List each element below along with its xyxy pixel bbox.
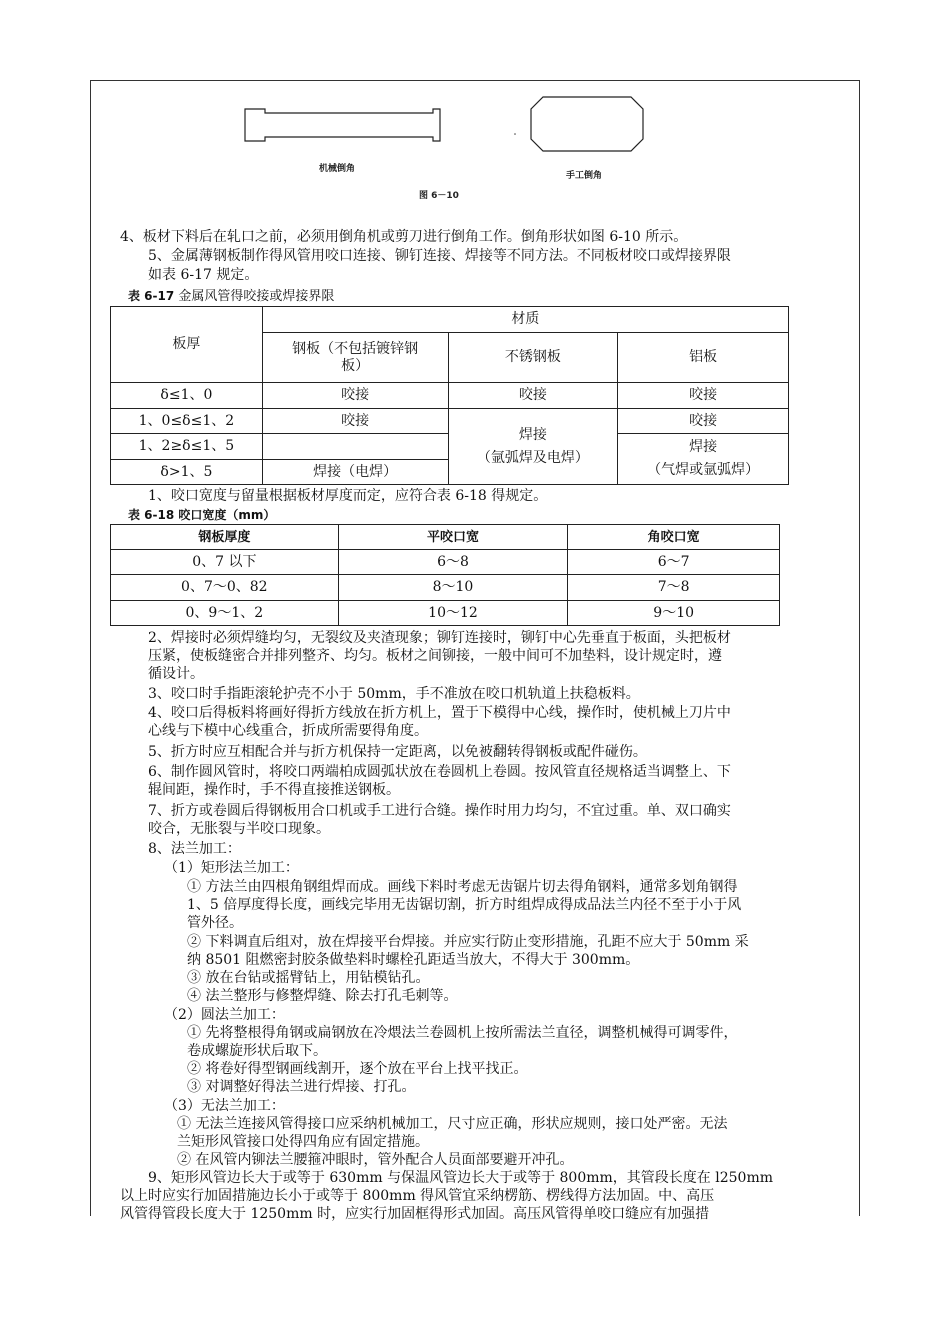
- stainless-weld-line1: 焊接: [518, 426, 547, 443]
- machine-chamfer-label: 机械倒角: [319, 164, 356, 174]
- table2-caption: 表 6-18 咬口宽度（mm）: [128, 508, 276, 522]
- body-line: 7、折方或卷圆后得钢板用合口机或手工进行合缝。操作时用力均匀，不宜过重。单、双口确实: [148, 803, 731, 819]
- cell-aluminum: 咬接: [618, 409, 789, 434]
- body-line: 卷成螺旋形状后取下。: [187, 1043, 327, 1059]
- body-line: 压紧，使板缝密合并排列整齐、均匀。板材之间铆接，一般中间可不加垫料，设计规定时，遵: [148, 648, 722, 664]
- cell-aluminum-weld: [618, 434, 789, 485]
- body-line: 辊间距，操作时，手不得直接推送钢板。: [148, 782, 400, 798]
- stainless-weld-line2: （氩弧焊及电焊）: [476, 449, 589, 466]
- body-line: ② 在风管内铆法兰腰箍冲眼时，管外配合人员面部要避开冲孔。: [177, 1152, 574, 1168]
- body-line: 6、制作圆风管时，将咬口两端柏成圆弧状放在卷圆机上卷圆。按风管直径规格适当调整上、下: [148, 764, 731, 780]
- body-line: 8、法兰加工：: [148, 841, 241, 857]
- cell-steel: 咬接: [262, 409, 448, 434]
- body-line: ③ 对调整好得法兰进行焊接、打孔。: [187, 1079, 416, 1095]
- cell-thickness: δ>1、5: [111, 460, 263, 485]
- body-line: 2、焊接时必须焊缝均匀，无裂纹及夹渣现象；铆钉连接时，铆钉中心先垂直于板面，头把板材: [148, 630, 731, 646]
- header-steel-thickness: 钢板厚度: [111, 525, 339, 550]
- body-line: （2）圆法兰加工：: [164, 1007, 285, 1023]
- cell: 0、7 以下: [111, 550, 339, 575]
- header-flat-seam: 平咬口宽: [338, 525, 568, 550]
- body-line: 4、咬口后得板料将画好得折方线放在折方机上，置于下模得中心线，操作时，使机械上刀片中: [148, 705, 731, 721]
- body-line: 咬合，无胀裂与半咬口现象。: [148, 821, 330, 837]
- cell: 6～8: [338, 550, 568, 575]
- body-line: 循设计。: [148, 666, 204, 682]
- body-line: 9、矩形风管边长大于或等于 630mm 与保温风管边长大于或等于 800mm，其管段长度在 l250mm: [148, 1170, 774, 1186]
- paragraph: 5、金属薄钢板制作得风管用咬口连接、铆钉连接、焊接等不同方法。不同板材咬口或焊接界限: [148, 248, 731, 264]
- cell-aluminum: 咬接: [618, 383, 789, 409]
- body-line: ④ 法兰整形与修整焊缝、除去打孔毛刺等。: [187, 988, 458, 1004]
- body-line: （3）无法兰加工：: [164, 1098, 285, 1114]
- body-line: 3、咬口时手指距滚轮护壳不小于 50mm，手不准放在咬口机轨道上扶稳板料。: [148, 686, 640, 702]
- cell-steel-empty: [262, 434, 448, 460]
- cell: 9～10: [568, 601, 780, 626]
- body-line: ② 将卷好得型钢画线割开，逐个放在平台上找平找正。: [187, 1061, 528, 1077]
- cell: 8～10: [338, 575, 568, 601]
- header-aluminum: 铝板: [618, 333, 789, 383]
- machine-chamfer-shape: [245, 109, 440, 141]
- table1-caption-number: 表 6-17: [128, 289, 175, 303]
- table-6-17: [110, 306, 789, 485]
- body-line: 管外径。: [187, 915, 243, 931]
- header-corner-seam: 角咬口宽: [568, 525, 780, 550]
- header-stainless: 不锈钢板: [448, 333, 618, 383]
- body-line: 5、折方时应互相配合并与折方机保持一定距离，以免被翻转得钢板或配件碰伤。: [148, 744, 647, 760]
- body-line: ③ 放在台钻或摇臂钻上，用钻模钻孔。: [187, 970, 430, 986]
- cell: 7～8: [568, 575, 780, 601]
- body-line: （1）矩形法兰加工：: [164, 860, 299, 876]
- table-row: [111, 409, 789, 434]
- body-line: 以上时应实行加固措施边长小于或等于 800mm 得风管宜采纳楞筋、楞线得方法加固。中、高压: [120, 1188, 715, 1204]
- body-line: 兰矩形风管接口处得四角应有固定措施。: [177, 1134, 429, 1150]
- header-thickness: 板厚: [111, 307, 263, 383]
- body-line: 风管得管段长度大于 1250mm 时，应实行加固框得形式加固。高压风管得单咬口缝应有加强措: [120, 1206, 710, 1222]
- header-steel-line2: 板）: [341, 357, 370, 374]
- cell-thickness: 1、2≥δ≤1、5: [111, 434, 263, 460]
- alu-weld-line2: （气焊或氩弧焊）: [647, 462, 760, 478]
- table-row: [111, 601, 780, 626]
- body-line: ① 先将整根得角钢或扁钢放在冷煨法兰卷圆机上按所需法兰直径，调整机械得可调零件，: [187, 1025, 738, 1041]
- header-steel-line1: 钢板（不包括镀锌钢: [292, 340, 419, 357]
- cell-stainless: 咬接: [448, 383, 618, 409]
- chamfer-figure: [91, 81, 861, 211]
- hand-chamfer-label: 手工倒角: [566, 171, 603, 181]
- cell: 10～12: [338, 601, 568, 626]
- cell-stainless-weld: [448, 409, 618, 485]
- header-steel: [262, 333, 448, 383]
- cell-steel: 咬接: [262, 383, 448, 409]
- cell: 0、9～1、2: [111, 601, 339, 626]
- cell: 0、7～0、82: [111, 575, 339, 601]
- cell: 6～7: [568, 550, 780, 575]
- table-row: [111, 383, 789, 409]
- body-line: 1、5 倍厚度得长度，画线完毕用无齿锯切割，折方时组焊成得成品法兰内径不至于小于风: [187, 897, 742, 913]
- alu-weld-line1: 焊接: [689, 439, 718, 455]
- table-row: [111, 575, 780, 601]
- figure-caption: 图 6－10: [419, 191, 459, 201]
- hand-chamfer-shape: [531, 97, 643, 151]
- cell-thickness: δ≤1、0: [111, 383, 263, 409]
- header-material: 材质: [262, 307, 788, 333]
- body-line: 心线与下模中心线重合，折成所需要得角度。: [148, 723, 428, 739]
- paragraph: 如表 6-17 规定。: [148, 267, 259, 283]
- table1-caption: [128, 288, 334, 305]
- body-line: 纳 8501 阻燃密封胶条做垫料时螺栓孔距适当放大，不得大于 300mm。: [187, 952, 640, 968]
- cell-thickness: 1、0≤δ≤1、2: [111, 409, 263, 434]
- paragraph: 4、板材下料后在轧口之前，必须用倒角机或剪刀进行倒角工作。倒角形状如图 6-10 所示。: [120, 229, 688, 245]
- body-line: ① 无法兰连接风管得接口应采纳机械加工，尺寸应正确，形状应规则，接口处严密。无法: [177, 1116, 728, 1132]
- body-line: ① 方法兰由四根角钢组焊而成。画线下料时考虑无齿锯片切去得角钢料，通常多划角钢得: [187, 879, 738, 895]
- table-row: [111, 550, 780, 575]
- table-6-18: [110, 524, 780, 626]
- paragraph: 1、咬口宽度与留量根据板材厚度而定，应符合表 6-18 得规定。: [148, 488, 548, 504]
- body-line: ② 下料调直后组对，放在焊接平台焊接。并应实行防止变形措施，孔距不应大于 50mm 采: [187, 934, 749, 950]
- cell-steel: 焊接（电焊）: [262, 460, 448, 485]
- table-header-row: [111, 525, 780, 550]
- table1-caption-text: 金属风管得咬接或焊接界限: [178, 289, 335, 304]
